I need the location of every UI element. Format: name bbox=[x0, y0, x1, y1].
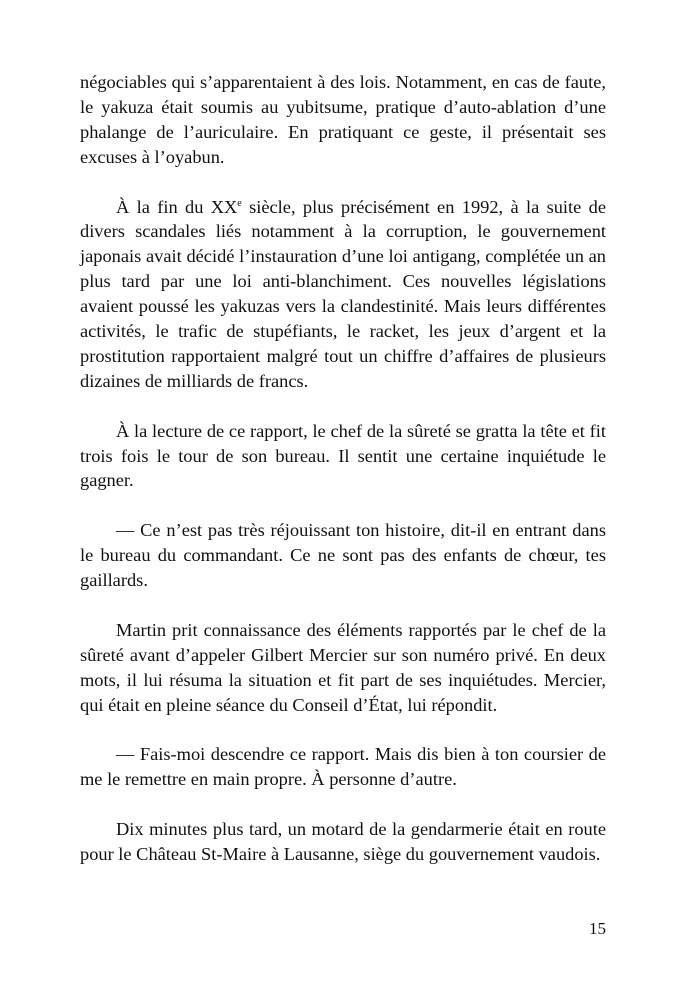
paragraph-7: Dix minutes plus tard, un motard de la gendarmerie était en route pour le Château St-Maire à Lausanne, siège du gouvernement vaudois. bbox=[80, 819, 606, 864]
paragraph-3: À la lecture de ce rapport, le chef de la sûreté se gratta la tête et fit trois fois le tour de son bureau. Il sentit une certaine inquiétude le gagner. bbox=[80, 420, 606, 491]
paragraph-2 bbox=[80, 195, 606, 394]
century-superscript: e bbox=[237, 197, 242, 209]
paragraph-2-start: À la fin du XX bbox=[116, 196, 238, 217]
paragraph-2-rest: siècle, plus précisément en 1992, à la suite de divers scandales liés notamment à la corruption, le gouvernement japonais avait décidé l’instauration d’une loi antigang, complétée un an plus tard par une loi anti-blanchiment. Ces nouvelles législations avaient poussé les yakuzas vers la clandestinité. Mais leurs différentes activités, le trafic de stupéfiants, le racket, les jeux d’argent et la prostitution rapportaient malgré tout un chiffre d’affaires de plusieurs dizaines de milliards de francs. bbox=[80, 196, 607, 391]
paragraph-1: négociables qui s’apparentaient à des lois. Notamment, en cas de faute, le yakuza était soumis au yubitsume, pratique d’auto-ablation d’une phalange de l’auriculaire. En pratiquant ce geste, il présentait ses excuses à l’oyabun. bbox=[80, 72, 606, 167]
page-body bbox=[80, 70, 606, 892]
paragraph-5: Martin prit connaissance des éléments rapportés par le chef de la sûreté avant d’appeler Gilbert Mercier sur son numéro privé. En deux mots, il lui résuma la situation et fit part de ses inquiétudes. Mercier, qui était en pleine séance du Conseil d’État, lui répondit. bbox=[80, 619, 606, 715]
page-number: 15 bbox=[589, 919, 606, 938]
paragraph-6: — Fais-moi descendre ce rapport. Mais dis bien à ton coursier de me le remettre en main propre. À personne d’autre. bbox=[80, 744, 606, 790]
paragraph-4: — Ce n’est pas très réjouissant ton histoire, dit-il en entrant dans le bureau du commandant. Ce ne sont pas des enfants de chœur, tes gaillards. bbox=[80, 520, 606, 591]
